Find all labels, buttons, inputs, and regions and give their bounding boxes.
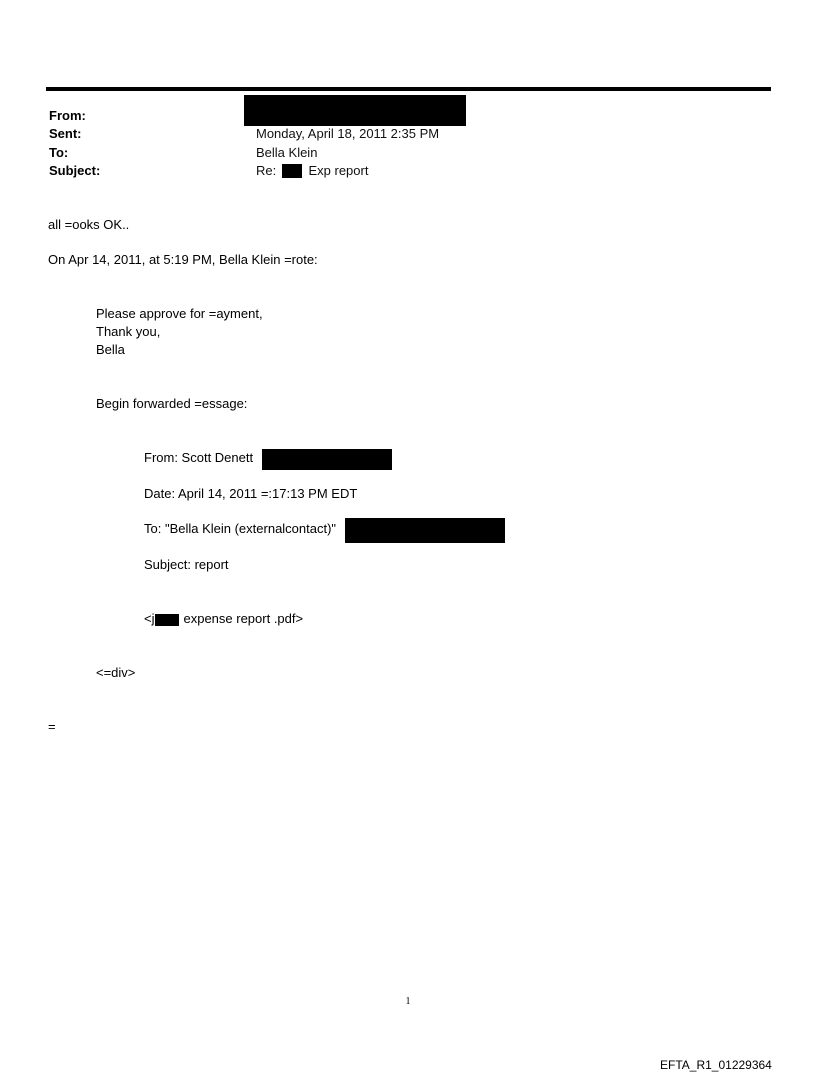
quote-line-1: Please approve for =ayment, <box>96 306 263 321</box>
from-label: From: <box>49 108 86 123</box>
quote-attribution: On Apr 14, 2011, at 5:19 PM, Bella Klein =rote: <box>48 252 318 267</box>
page-number: 1 <box>405 996 411 1007</box>
equals-line: = <box>48 719 56 734</box>
fwd-from-text: From: Scott Denett <box>144 450 254 465</box>
subject-value <box>256 163 368 178</box>
fwd-subject-line: Subject: report <box>144 557 229 572</box>
subject-suffix: Exp report <box>308 163 369 178</box>
fwd-to-line: To: "Bella Klein (externalcontact)" <box>144 521 337 536</box>
sent-value: Monday, April 18, 2011 2:35 PM <box>256 126 440 141</box>
quote-line-2: Thank you, <box>96 324 161 339</box>
quote-line-3: Bella <box>96 342 125 357</box>
subject-label: Subject: <box>49 163 101 178</box>
fwd-to-redaction <box>345 518 505 543</box>
fwd-from-line <box>144 450 253 465</box>
attachment-suffix: expense report .pdf> <box>183 611 304 626</box>
to-label: To: <box>49 145 69 160</box>
forward-intro: Begin forwarded =essage: <box>96 396 248 411</box>
to-value: Bella Klein <box>256 145 318 160</box>
reply-line: all =ooks OK.. <box>48 217 130 232</box>
sent-label: Sent: <box>49 126 82 141</box>
from-redaction <box>244 95 466 126</box>
attachment-prefix: <j <box>144 611 155 626</box>
subject-redaction <box>282 164 302 178</box>
fwd-date-line: Date: April 14, 2011 =:17:13 PM EDT <box>144 486 358 501</box>
attachment-redaction <box>155 614 179 626</box>
fwd-from-redaction <box>262 449 392 470</box>
attachment-line <box>144 611 303 626</box>
header-rule <box>46 87 771 91</box>
document-id: EFTA_R1_01229364 <box>660 1058 772 1072</box>
div-close-line: <=div> <box>96 665 136 680</box>
subject-prefix: Re: <box>256 163 277 178</box>
